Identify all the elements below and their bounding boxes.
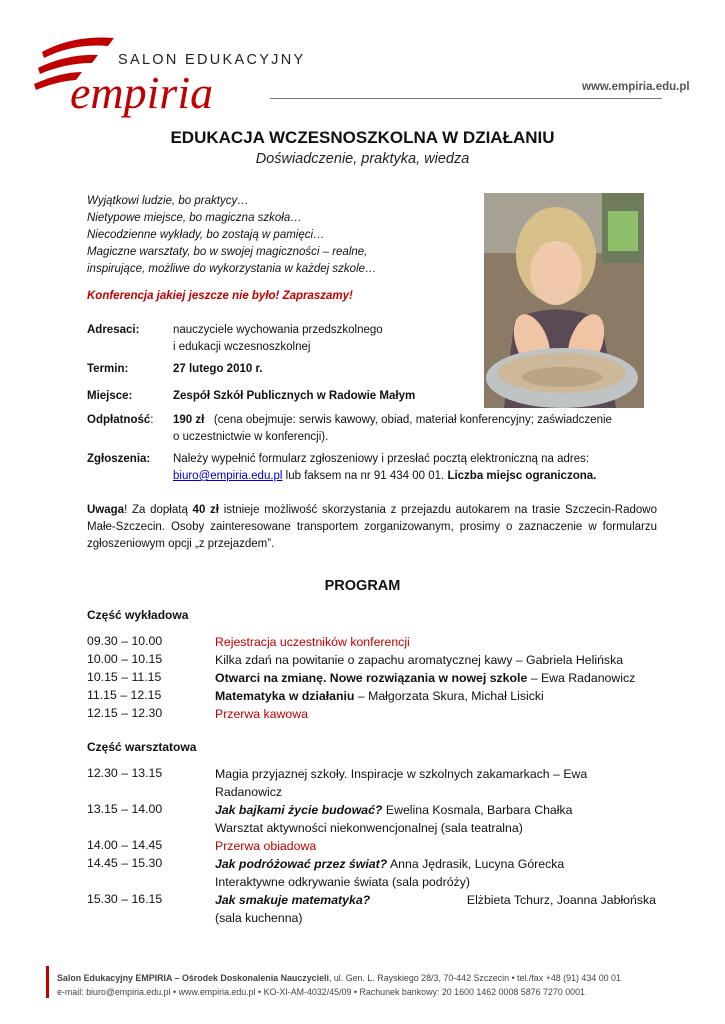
intro-text (87, 193, 377, 278)
odplatnosc-colon: : (150, 414, 154, 426)
program-time: 12.15 – 12.30 (87, 706, 163, 720)
program-item: Rejestracja uczestników konferencji (215, 635, 410, 649)
program-item: Kilka zdań na powitanie o zapachu aromatycznej kawy – Gabriela Helińska (215, 653, 624, 667)
program-item (215, 855, 564, 891)
program-item-title: Jak smakuje matematyka? (215, 893, 371, 907)
intro-line: Magiczne warsztaty, bo w swojej magiczności – realne, (87, 246, 368, 258)
adresaci-line: nauczyciele wychowania przedszkolnego (173, 324, 383, 336)
program-item (215, 669, 635, 687)
program-item-title: Otwarci na zmianę. Nowe rozwiązania w nowej szkole (215, 671, 528, 685)
program-item-title: Jak podróżować przez świat? (215, 857, 388, 871)
brand-tagline: SALON EDUKACYJNY (118, 52, 306, 68)
program-time: 13.15 – 14.00 (87, 802, 163, 816)
workshop-section-title: Część warsztatowa (87, 740, 197, 754)
intro-line: inspirujące, możliwe do wykorzystania w każdej szkole… (87, 263, 377, 275)
email-link[interactable]: biuro@empiria.edu.pl (173, 470, 283, 482)
note-text: istnieje możliwość skorzystania z przejazdu autokarem na trasie Szczecin-Radowo Małe-Szczecin. Osoby zainteresowane transportem zorganizowanym, prosimy o zaznaczenie w formularzu zgłoszeniowym opcji „z przejazdem”. (87, 504, 657, 550)
odplatnosc-line: o uczestnictwie w konferencji). (173, 431, 329, 443)
odplatnosc-label-text: Odpłatność (87, 414, 151, 426)
footer-company: Salon Edukacyjny EMPIRIA – Ośrodek Doskonalenia Nauczycieli (57, 973, 329, 983)
lecture-section-title: Część wykładowa (87, 608, 189, 622)
program-time: 10.15 – 11.15 (87, 670, 162, 684)
program-time: 09.30 – 10.00 (87, 634, 163, 648)
odplatnosc-label (87, 414, 153, 426)
empiria-logo (34, 30, 284, 122)
program-item-line: Magia przyjaznej szkoły. Inspiracje w szkolnych zakamarkach – Ewa (215, 767, 588, 781)
adresaci-line: i edukacji wczesnoszkolnej (173, 341, 311, 353)
header-url[interactable]: www.empiria.edu.pl (582, 81, 690, 93)
transport-note (87, 502, 657, 553)
miejsce-value: Zespół Szkół Publicznych w Radowie Małym (173, 390, 416, 402)
page-subtitle: Doświadczenie, praktyka, wiedza (255, 151, 470, 167)
program-time: 15.30 – 16.15 (87, 892, 163, 906)
child-cooking-photo (484, 193, 644, 408)
program-time: 11.15 – 12.15 (87, 688, 162, 702)
program-time: 12.30 – 13.15 (87, 766, 163, 780)
intro-line: Nietypowe miejsce, bo magiczna szkoła… (87, 212, 302, 224)
invitation-text: Konferencja jakiej jeszcze nie było! Zapraszamy! (87, 290, 353, 302)
program-time: 10.00 – 10.15 (87, 652, 163, 666)
footer-contact: e-mail: biuro@empiria.edu.pl • www.empiria.edu.pl • KO-XI-AM-4032/45/09 • Rachunek bankowy: 20 1600 1462 0008 5876 7270 0001 (57, 987, 585, 997)
odplatnosc-value (173, 412, 663, 446)
program-item-line: (sala kuchenna) (215, 911, 303, 925)
adresaci-label: Adresaci: (87, 324, 140, 336)
zgloszenia-fax: lub faksem na nr 91 434 00 01. (282, 470, 448, 482)
program-item-line: Interaktywne odkrywanie świata (sala podróży) (215, 875, 470, 889)
intro-line: Wyjątkowi ludzie, bo praktycy… (87, 195, 249, 207)
zgloszenia-label: Zgłoszenia: (87, 453, 151, 465)
footer-accent-bar (46, 966, 49, 998)
program-title: PROGRAM (324, 578, 401, 594)
program-item-speakers: Ewelina Kosmala, Barbara Chałka (382, 803, 573, 817)
brand-name: empiria (70, 67, 214, 118)
note-amount: 40 zł (192, 504, 219, 516)
zgloszenia-line: Należy wypełnić formularz zgłoszeniowy i przesłać pocztą elektroniczną na adres: (173, 453, 590, 465)
zgloszenia-value (173, 451, 657, 485)
program-item-speakers: Elżbieta Tchurz, Joanna Jabłońska (466, 893, 656, 907)
program-item (215, 891, 656, 927)
program-item (215, 687, 544, 705)
program-item-line (215, 891, 656, 909)
program-item: Przerwa kawowa (215, 707, 308, 721)
note-text: ! Za dopłatą (124, 504, 193, 516)
footer-address-text: , ul. Gen. L. Rayskiego 28/3, 70-442 Szczecin • tel./fax +48 (91) 434 00 01 (328, 973, 621, 983)
odplatnosc-line: (cena obejmuje: serwis kawowy, obiad, materiał konferencyjny; zaświadczenie (213, 414, 612, 426)
adresaci-value (173, 322, 383, 356)
program-item (215, 801, 572, 837)
page-title: EDUKACJA WCZESNOSZKOLNA W DZIAŁANIU (170, 128, 555, 147)
header-divider (270, 98, 662, 99)
program-item (215, 765, 656, 801)
program-item-speakers: Anna Jędrasik, Lucyna Górecka (387, 857, 565, 871)
program-item-title: Jak bajkami życie budować? (215, 803, 383, 817)
odplatnosc-price: 190 zł (173, 414, 205, 426)
program-time: 14.45 – 15.30 (87, 856, 163, 870)
termin-value: 27 lutego 2010 r. (173, 363, 263, 375)
note-uwaga: Uwaga (87, 504, 125, 516)
program-item: Przerwa obiadowa (215, 839, 317, 853)
program-item-speakers: – Ewa Radanowicz (527, 671, 636, 685)
program-item-speakers: – Małgorzata Skura, Michał Lisicki (354, 689, 544, 703)
program-item-line: Warsztat aktywności niekonwencjonalnej (sala teatralna) (215, 821, 523, 835)
miejsce-label: Miejsce: (87, 390, 133, 402)
footer-address (57, 973, 621, 983)
intro-line: Niecodzienne wykłady, bo zostają w pamięci… (87, 229, 325, 241)
program-time: 14.00 – 14.45 (87, 838, 163, 852)
program-item-title: Matematyka w działaniu (215, 689, 355, 703)
program-item-line: Radanowicz (215, 785, 282, 799)
termin-label: Termin: (87, 363, 129, 375)
zgloszenia-limit: Liczba miejsc ograniczona. (447, 470, 597, 482)
